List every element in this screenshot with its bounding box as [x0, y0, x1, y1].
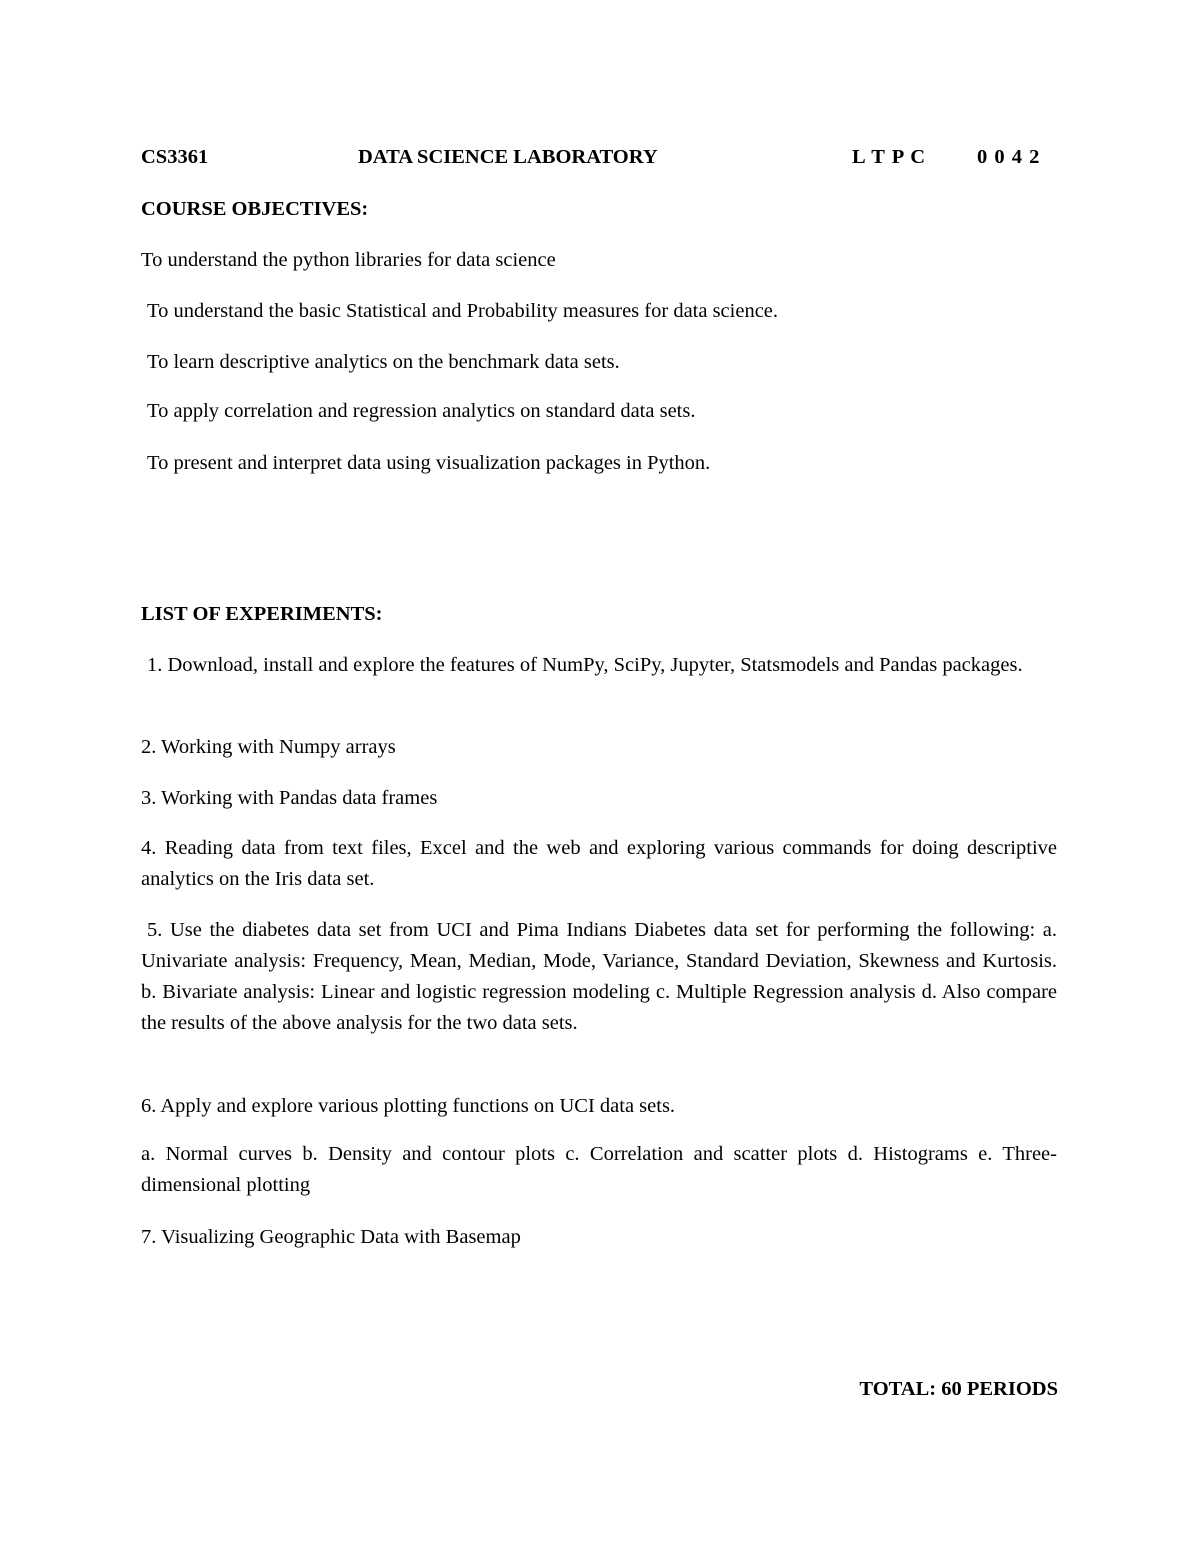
ltpc-values: 0 0 4 2 — [977, 146, 1041, 168]
objective-item: To understand the python libraries for data science — [141, 249, 556, 271]
experiment-item: 6. Apply and explore various plotting functions on UCI data sets. — [141, 1095, 676, 1117]
objective-item: To learn descriptive analytics on the benchmark data sets. — [147, 351, 620, 373]
course-code: CS3361 — [141, 146, 209, 168]
experiment-item: 4. Reading data from text files, Excel and the web and exploring various commands for doing descriptive analytics on the Iris data set. — [141, 837, 1057, 890]
experiment-item: 3. Working with Pandas data frames — [141, 787, 438, 809]
objectives-heading: COURSE OBJECTIVES: — [141, 198, 369, 220]
experiment-item: 1. Download, install and explore the features of NumPy, SciPy, Jupyter, Statsmodels and Pandas packages. — [147, 654, 1023, 676]
total-periods: TOTAL: 60 PERIODS — [859, 1378, 1058, 1400]
experiments-heading: LIST OF EXPERIMENTS: — [141, 603, 383, 625]
experiment-item: 5. Use the diabetes data set from UCI and Pima Indians Diabetes data set for performing the following: a. Univariate analysis: Frequency, Mean, Median, Mode, Variance, Standard Deviation, Skewness and Kurtosis. b. Bivariate analysis: Linear and logistic regression modeling c. Multiple Regression analysis d. Also compare the results of the above analysis for the two data sets. — [141, 919, 1057, 1034]
objective-item: To present and interpret data using visualization packages in Python. — [147, 452, 711, 474]
experiment-item: a. Normal curves b. Density and contour plots c. Correlation and scatter plots d. Histograms e. Three-dimensional plotting — [141, 1143, 1057, 1196]
course-title: DATA SCIENCE LABORATORY — [358, 146, 658, 168]
experiment-item: 2. Working with Numpy arrays — [141, 736, 396, 758]
ltpc-label: L T P C — [852, 146, 927, 168]
objective-item: To understand the basic Statistical and Probability measures for data science. — [147, 300, 779, 322]
experiment-item: 7. Visualizing Geographic Data with Basemap — [141, 1226, 521, 1248]
objective-item: To apply correlation and regression analytics on standard data sets. — [147, 400, 696, 422]
